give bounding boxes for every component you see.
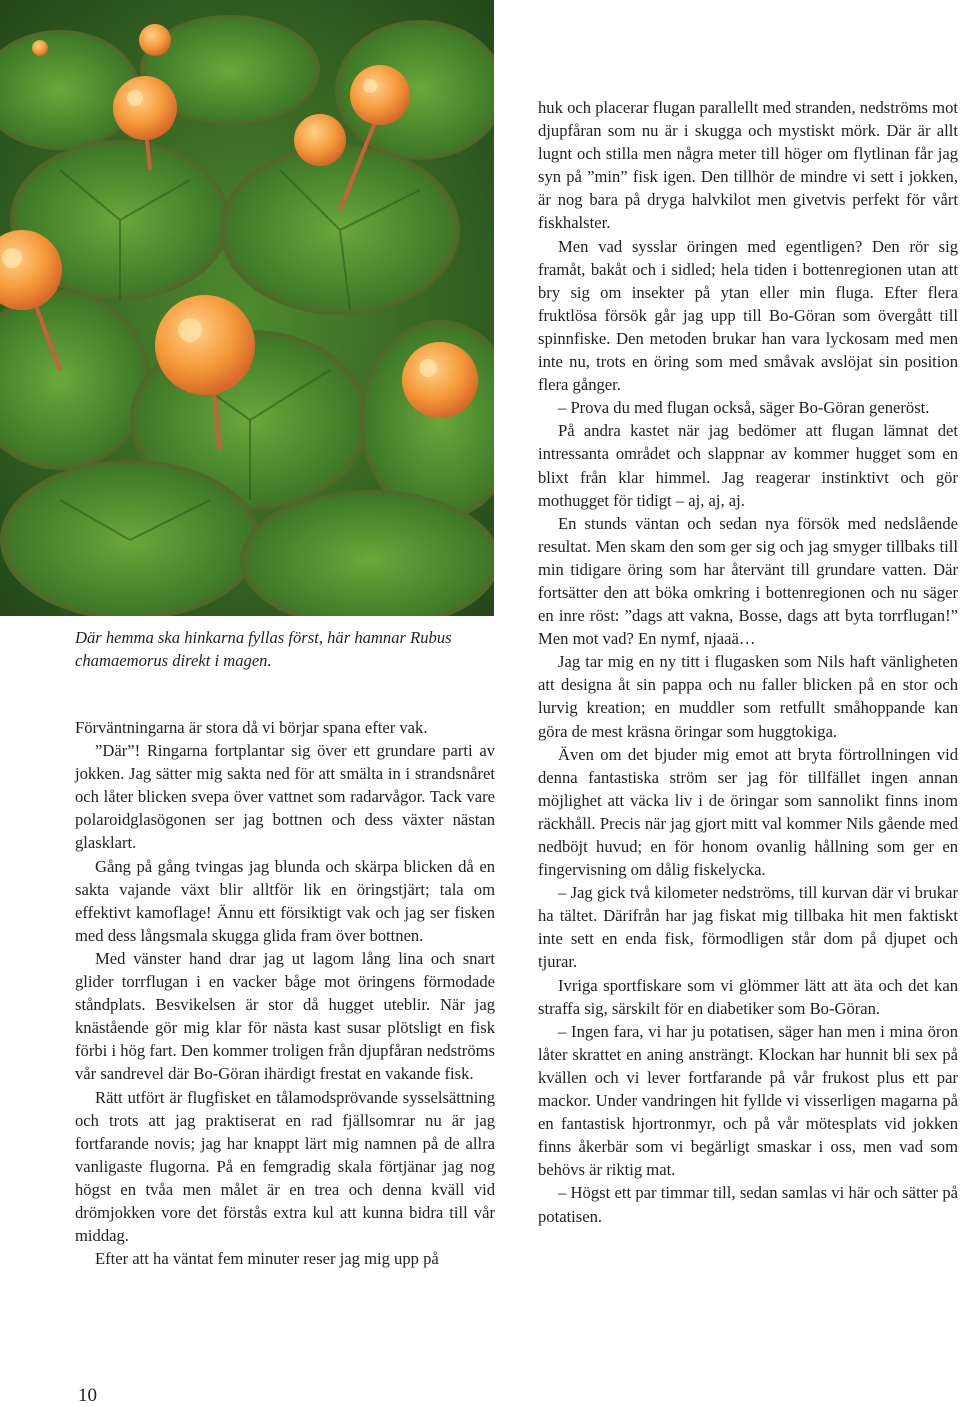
paragraph: Jag tar mig en ny titt i flugasken som Nils haft vänligheten att designa åt sin pappa och nu faller blicken på en stor och lurvig kreation; en muddler som retfullt småhoppande kan göra de mest kräsna öringar som huggtokiga. [538,652,958,741]
paragraph: – Jag gick två kilometer nedströms, till kurvan där vi brukar ha tältet. Därifrån har jag fiskat mig tillbaka hit men faktiskt inte sett en enda fisk, förmodligen står dom på djupet och tjurar. [538,883,958,972]
paragraph: huk och placerar flugan parallellt med stranden, nedströms mot djupfåran som nu är i skugga och mystiskt mörk. Där är allt lugnt och stilla men några meter till höger om flytlinan får jag syn på ”min” fisk igen. Den tillhör de mindre vi sett i jokken, är nog bara på dryga halvkilot men givetvis perfekt för vårt fiskhalster. [538,98,958,233]
right-column [538,96,958,1228]
cloudberry-illustration [0,0,494,616]
paragraph: – Ingen fara, vi har ju potatisen, säger han men i mina öron låter skrattet en aning ansträngt. Klockan har hunnit bli sex på kvällen och vi lever fortfarande på vår frukost plus ett par mackor. Under vandringen hit fyllde vi visserligen magarna på en fantastisk hjortronmyr, och på vår mötesplats vid jokken finns åkerbär som vi begärligt smaskar i oss, men vad som behövs är riktig mat. [538,1021,958,1180]
paragraph: En stunds väntan och sedan nya försök med nedslående resultat. Men skam den som ger sig och jag smyger tillbaks till min tidigare öring som har återvänt till grundare vatten. Där fortsätter den att böka omkring i bottenregionen och nu säger en inre röst: ”dags att vakna, Bosse, dags att byta torrflugan!” Men mot vad? En nymf, njaaä… [538,513,958,649]
paragraph: – Högst ett par timmar till, sedan samlas vi här och sätter på potatisen. [538,1183,958,1226]
paragraph: Med vänster hand drar jag ut lagom lång lina och snart glider torrflugan i en vacker båge mot öringens förmodade ståndplats. Besvikelsen är stor då hugget uteblir. När jag knästående gör mig klar för nästa kast susar plötsligt en fisk förbi i hög fart. Den kommer troligen från djupfåran nedströms vår sandrevel där Bo-Göran ihärdigt frestat en vakande fisk. [75,948,495,1084]
paragraph: Men vad sysslar öringen med egentligen? Den rör sig framåt, bakåt och i sidled; hela tiden i bottenregionen utan att bry sig om insekter på ytan eller min fluga. Efter flera fruktlösa försök går jag upp till Bo-Göran som övergått till spinnfiske. Den metoden brukar han vara lyckosam med men inte nu, trots en öring som med småvak avslöjat sin position flera gånger. [538,236,958,395]
page-number: 10 [78,1385,97,1406]
paragraph: Gång på gång tvingas jag blunda och skärpa blicken då en sakta vajande växt blir alltför lik en öringstjärt; tala om effektivt kamoflage! Ännu ett försiktigt vak och jag ser fisken med dess långsmala skugga glida fram över bottnen. [75,856,495,945]
photo-caption: Där hemma ska hinkarna fyllas först, här hamnar Rubus chamaemorus direkt i magen. [75,628,452,671]
paragraph: På andra kastet när jag bedömer att flugan lämnat det intressanta området och slappnar av kommer hugget som en blixt från klar himmel. Jag reagerar instinktivt och gör mothugget för tidigt – aj, aj, aj. [538,421,958,510]
paragraph: Efter att ha väntat fem minuter reser jag mig upp på [95,1249,439,1269]
paragraph: Ivriga sportfiskare som vi glömmer lätt att äta och det kan straffa sig, särskilt för en diabetiker som Bo-Göran. [538,975,958,1018]
paragraph: Rätt utfört är flugfisket en tålamodsprövande sysselsättning och trots att jag praktiserat en rad fjällsomrar nu är jag fortfarande novis; jag har knappt lärt mig namnen på de allra vanligaste flugorna. På en femgradig skala förtjänar jag nog högst en tvåa men målet är en trea och denna kväll vid drömjokken vore det förstås extra kul att kunna bidra till vår middag. [75,1087,495,1246]
paragraph: Förväntningarna är stora då vi börjar spana efter vak. [75,718,428,737]
paragraph: – Prova du med flugan också, säger Bo-Göran generöst. [558,398,930,418]
cloudberry-photo [0,0,494,616]
paragraph: ”Där”! Ringarna fortplantar sig över ett grundare parti av jokken. Jag sätter mig sakta ned för att smälta in i strandsnåret och låter blicken svepa över vattnet som radarvågor. Tack vare polaroidglasögonen ser jag bottnen och dess växter nästan glasklart. [75,741,495,853]
left-column [75,716,495,1270]
paragraph: Även om det bjuder mig emot att bryta förtrollningen vid denna fantastiska ström ser jag för tillfället ingen annan möjlighet att väcka liv i de öringar som sannolikt finns inom räckhåll. Precis när jag gjort mitt val kommer Nils gående med nedböjt huvud; en för honom ovanlig hållning som ger en fingervisning om dålig fiskelycka. [538,744,958,880]
